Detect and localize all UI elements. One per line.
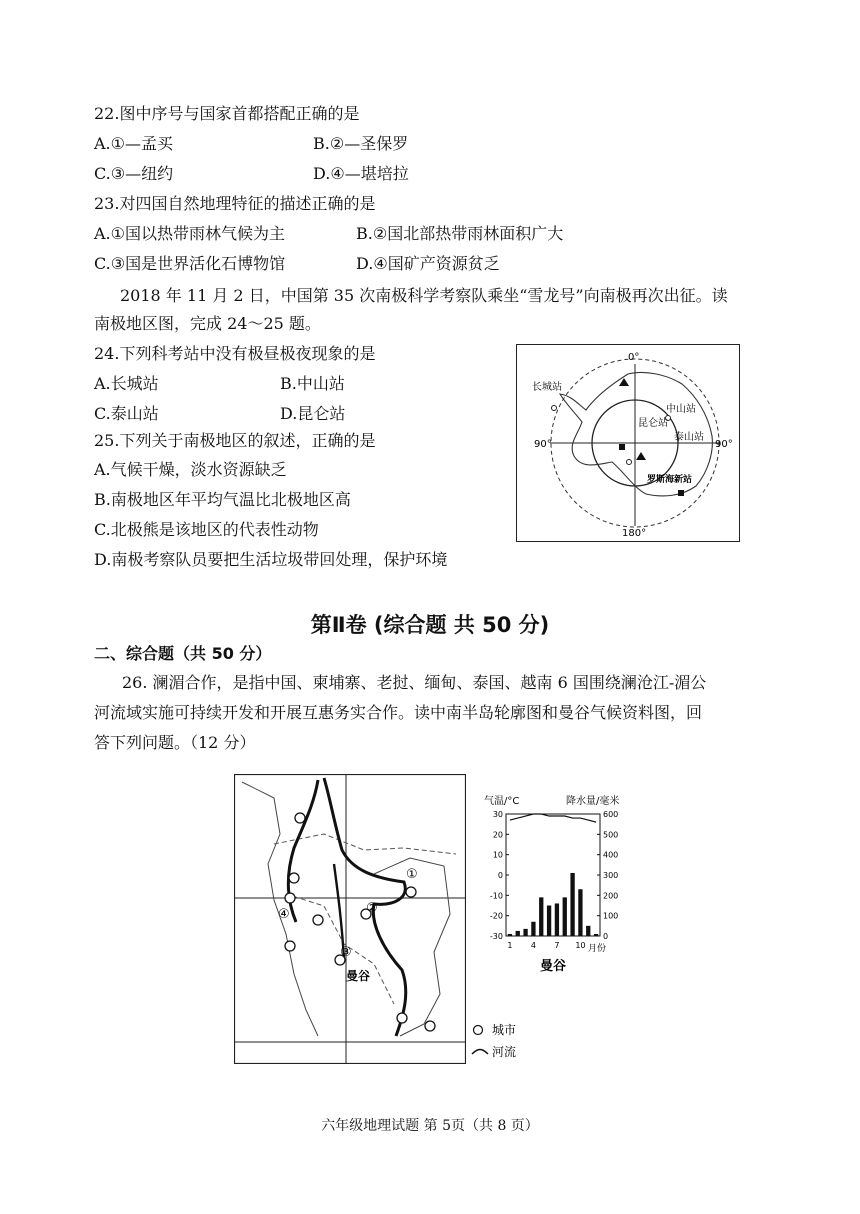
precip-bar [555,903,559,936]
q24-option-c: C.泰山站 [94,404,159,423]
q25-option-a: A.气候干燥，淡水资源缺乏 [94,460,287,479]
q23-option-d: D.④国矿产资源贫乏 [356,254,500,273]
label-1: ① [406,867,418,882]
legend-river-icon [472,1050,488,1055]
y-left-tick: -30 [489,932,503,941]
q25-stem: 25.下列关于南极地区的叙述，正确的是 [94,431,376,450]
y-right-label: 降水量/毫米 [566,796,620,807]
precip-bar [547,906,551,937]
passage-line-1: 2018 年 11 月 2 日，中国第 35 次南极科学考察队乘坐“雪龙号”向南极再次出征。读 [120,286,728,305]
legend-river-label: 河流 [492,1045,517,1059]
q26-line-1: 26. 澜湄合作，是指中国、柬埔寨、老挝、缅甸、泰国、越南 6 国围绕澜沧江-湄公 [122,673,707,692]
q23-option-a: A.①国以热带雨林气候为主 [94,224,285,243]
precip-bar [578,889,582,936]
label-180deg: 180° [622,528,647,539]
y-left-tick: 10 [492,850,503,860]
y-right-tick: 600 [603,810,619,819]
antarctic-map [516,344,740,542]
q22-option-c: C.③—纽约 [94,164,174,183]
square-station-ross [678,490,684,496]
label-taishan: 泰山站 [674,432,704,443]
luosihai-marker [627,460,632,465]
y-left-tick: 30 [492,810,503,819]
precip-bar [531,922,535,936]
q25-option-c: C.北极熊是该地区的代表性动物 [94,520,319,539]
legend-city-label: 城市 [492,1023,517,1037]
precip-bar [516,931,520,936]
chart-title: 曼谷 [540,959,567,974]
q24-option-d: D.昆仑站 [280,404,346,423]
temperature-line [510,814,596,822]
y-right-tick: 500 [603,830,619,840]
city-phnom-penh [397,1013,407,1023]
precip-bar [570,873,574,936]
precip-bar [594,934,598,936]
precip-bar [539,897,543,936]
label-0deg: 0° [628,352,640,363]
q22-option-b: B.②—圣保罗 [313,134,409,153]
q23-stem: 23.对四国自然地理特征的描述正确的是 [94,194,376,213]
x-unit-label: 月份 [588,944,607,954]
y-left-tick: -20 [489,911,503,921]
city-4 [285,893,295,903]
legend-city-icon [474,1026,483,1035]
label-changcheng: 长城站 [532,382,562,393]
q24-option-b: B.中山站 [280,374,345,393]
precip-bar [586,926,590,936]
square-station-center [619,444,625,450]
city-north [295,813,305,823]
label-90deg-right: 90° [715,439,733,450]
label-2: ② [366,901,378,916]
y-left-tick: -10 [489,891,503,901]
precip-bar [563,897,567,936]
label-4: ④ [278,907,290,922]
indochina-map [234,774,466,1064]
label-bangkok: 曼谷 [346,969,371,983]
y-right-tick: 300 [603,871,619,880]
precip-bar [523,929,527,936]
q22-option-d: D.④—堪培拉 [313,164,409,183]
x-tick: 7 [554,941,560,950]
y-right-tick: 100 [603,911,619,921]
q23-option-b: B.②国北部热带雨林面积广大 [356,224,564,243]
label-kunlun: 昆仑站 [638,418,668,429]
city-ho-chi-minh [425,1021,435,1031]
page-footer: 六年级地理试题 第 5页（共 8 页） [321,1118,539,1134]
city-south [285,941,295,951]
q22-stem: 22.图中序号与国家首都搭配正确的是 [94,104,360,123]
label-90deg-left: 90° [534,439,552,450]
q26-line-2: 河流域实施可持续开发和开展互惠务实合作。读中南半岛轮廓图和曼谷气候资料图，回 [94,703,703,722]
changcheng-marker [552,406,557,411]
q22-option-a: A.①—孟买 [94,134,173,153]
q24-stem: 24.下列科考站中没有极昼极夜现象的是 [94,344,376,363]
label-3: ③ [340,945,352,960]
q25-option-d: D.南极考察队员要把生活垃圾带回处理，保护环境 [94,550,448,569]
part2-title: 第Ⅱ卷 (综合题 共 50 分) [310,613,550,637]
q25-option-b: B.南极地区年平均气温比北极地区高 [94,490,351,509]
precip-bar [508,934,512,936]
bangkok-climate-chart [482,792,632,978]
x-tick: 4 [530,941,536,950]
plot-frame [506,814,600,936]
section-2-heading: 二、综合题（共 50 分） [94,644,272,663]
label-zhongshan: 中山站 [666,404,696,415]
y-left-label: 气温/°C [484,796,520,807]
y-left-tick: 0 [497,871,503,880]
q26-line-3: 答下列问题。（12 分） [94,733,256,752]
x-tick: 10 [575,941,586,950]
q24-option-a: A.长城站 [94,374,159,393]
y-right-tick: 400 [603,850,619,860]
y-left-tick: 20 [492,830,503,840]
y-right-tick: 200 [603,891,619,901]
city-1 [406,887,416,897]
q23-option-c: C.③国是世界活化石博物馆 [94,254,286,273]
x-tick: 1 [507,941,513,950]
label-luosihai: 罗斯海新站 [647,475,693,485]
city-west [289,873,299,883]
y-right-tick: 0 [603,932,609,941]
passage-line-2: 南极地区图，完成 24～25 题。 [94,314,321,333]
city-center [313,915,323,925]
map-legend [470,1018,540,1062]
